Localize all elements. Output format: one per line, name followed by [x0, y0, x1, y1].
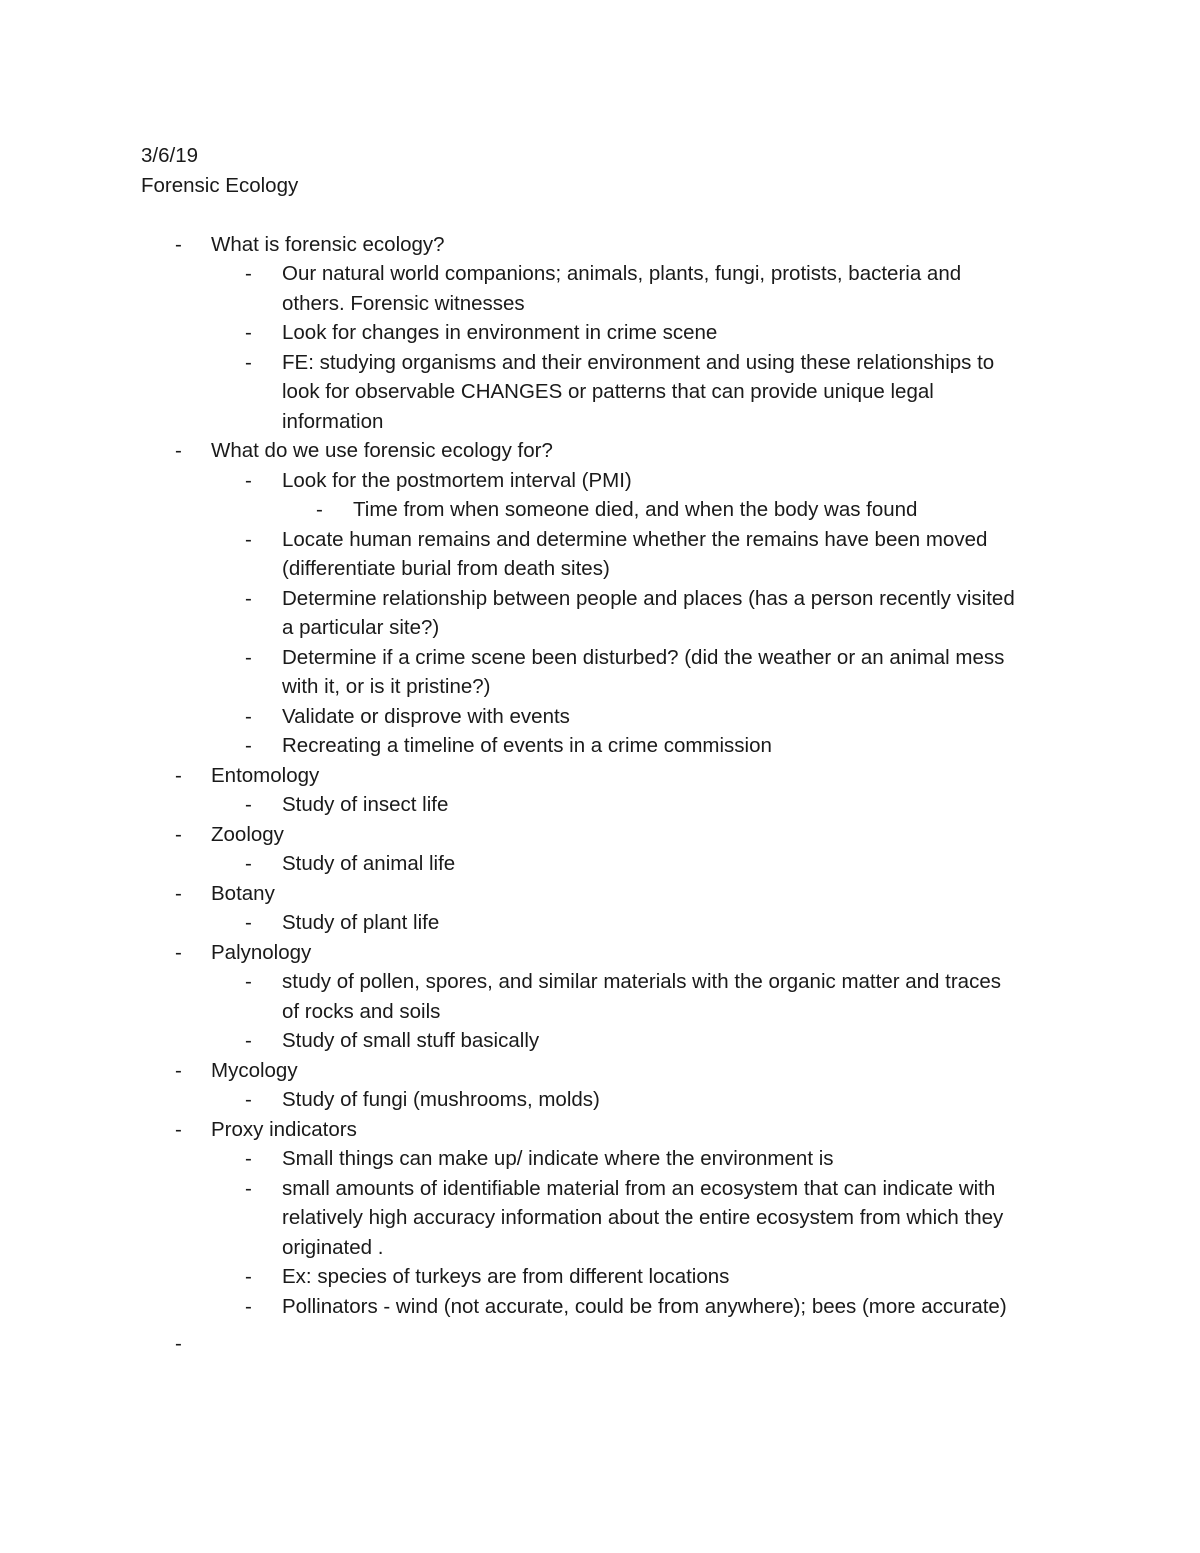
dash-bullet: - [245, 734, 252, 757]
sub-bullet-item [141, 466, 1071, 496]
sub-bullet-item [141, 348, 1071, 437]
note-date: 3/6/19 [141, 144, 198, 167]
sub-bullet-item [141, 318, 1071, 348]
note-title: Forensic Ecology [141, 173, 299, 197]
sub-bullet-text: small amounts of identifiable material from an ecosystem that can indicate with relatively high accuracy information about the entire ecosystem from which they originated . [282, 1176, 1004, 1259]
bullet-text: Mycology [211, 1058, 298, 1082]
sub-bullet-item [141, 643, 1071, 702]
sub-bullet-item [141, 731, 1071, 761]
dash-bullet: - [245, 262, 252, 285]
dash-bullet: - [175, 1332, 182, 1355]
sub-bullet-item [141, 584, 1071, 643]
sub-sub-list [141, 495, 1071, 525]
sub-bullet-text: Study of small stuff basically [282, 1029, 540, 1052]
bullet-item [141, 230, 1071, 260]
bullet-item [141, 436, 1071, 466]
sublist-container [141, 466, 1071, 761]
sub-bullet-text: Look for changes in environment in crime scene [282, 321, 718, 344]
dash-bullet: - [245, 1147, 252, 1170]
sub-bullet-item [141, 1292, 1071, 1322]
sub-bullet-item [141, 967, 1071, 1026]
bullet-text: Botany [211, 881, 275, 905]
bullet-item [141, 879, 1071, 909]
dash-bullet: - [245, 911, 252, 934]
sub-bullet-item [141, 1085, 1071, 1115]
dash-bullet: - [245, 527, 252, 551]
sub-bullet-item [141, 1262, 1071, 1292]
document-page [141, 141, 1071, 1359]
sub-bullet-text: Ex: species of turkeys are from different locations [282, 1265, 730, 1288]
sub-bullet-text: Small things can make up/ indicate where the environment is [282, 1147, 834, 1170]
sub-bullet-item [141, 849, 1071, 879]
sub-bullet-text: Recreating a timeline of events in a crime commission [282, 734, 772, 757]
bullet-item [141, 1329, 1071, 1359]
bullet-item [141, 1115, 1071, 1145]
sub-bullet-text: Look for the postmortem interval (PMI) [282, 468, 632, 492]
dash-bullet: - [245, 1088, 252, 1111]
sub-bullet-item [141, 1144, 1071, 1174]
sub-bullet-text: Our natural world companions; animals, plants, fungi, protists, bacteria and others. Forensic witnesses [282, 262, 962, 315]
sub-list [141, 790, 1071, 820]
sublist-container [141, 908, 1071, 938]
dash-bullet: - [175, 1117, 182, 1141]
sublist-container [141, 790, 1071, 820]
sub-bullet-text: Study of animal life [282, 852, 456, 875]
sub-bullet-text: Study of fungi (mushrooms, molds) [282, 1088, 600, 1111]
sub-sub-bullet-item [141, 495, 1071, 525]
dash-bullet: - [245, 970, 252, 993]
sub-bullet-text: study of pollen, spores, and similar materials with the organic matter and traces of rocks and soils [282, 970, 1001, 1023]
sub-list [141, 466, 1071, 761]
sublist-container [141, 259, 1071, 436]
dash-bullet: - [245, 1029, 252, 1052]
sub-list [141, 967, 1071, 1056]
blank-line [141, 200, 1071, 230]
sub-bullet-text: Determine if a crime scene been disturbed? (did the weather or an animal mess with it, or is it pristine?) [282, 645, 1005, 698]
sub-list [141, 1085, 1071, 1115]
dash-bullet: - [175, 940, 182, 964]
dash-bullet: - [245, 793, 252, 816]
sub-bullet-item [141, 702, 1071, 732]
dash-bullet: - [245, 1294, 252, 1318]
sub-bullet-item [141, 1026, 1071, 1056]
bullet-item [141, 761, 1071, 791]
sub-list [141, 908, 1071, 938]
sub-bullet-text: FE: studying organisms and their environment and using these relationships to look for observable CHANGES or patterns that can provide unique legal information [282, 350, 995, 433]
bullet-text: What is forensic ecology? [211, 232, 445, 256]
dash-bullet: - [245, 852, 252, 875]
dash-bullet: - [245, 1265, 252, 1288]
dash-bullet: - [175, 822, 182, 846]
sublist-container [141, 1085, 1071, 1115]
sub-bullet-text: Study of insect life [282, 793, 449, 816]
dash-bullet: - [245, 321, 252, 344]
dash-bullet: - [245, 350, 252, 374]
bullet-text: Zoology [211, 822, 284, 846]
bullet-item [141, 938, 1071, 968]
dash-bullet: - [245, 1176, 252, 1200]
sub-list [141, 1144, 1071, 1321]
sub-bullet-item [141, 525, 1071, 584]
sublist-container [141, 495, 1071, 525]
sub-bullet-item [141, 908, 1071, 938]
dash-bullet: - [175, 763, 182, 787]
outline-list [141, 230, 1071, 1359]
dash-bullet: - [245, 704, 252, 728]
bullet-item [141, 820, 1071, 850]
sub-sub-bullet-text: Time from when someone died, and when the body was found [353, 498, 918, 521]
sub-bullet-item [141, 1174, 1071, 1263]
sub-bullet-text: Study of plant life [282, 911, 440, 934]
sub-bullet-text: Locate human remains and determine whether the remains have been moved (differentiate burial from death sites) [282, 527, 988, 580]
dash-bullet: - [245, 468, 252, 492]
sub-bullet-text: Determine relationship between people and places (has a person recently visited a particular site?) [282, 586, 1015, 639]
sub-list [141, 259, 1071, 436]
sub-bullet-item [141, 259, 1071, 318]
sublist-container [141, 967, 1071, 1056]
dash-bullet: - [175, 232, 182, 256]
bullet-text-empty [211, 1329, 1071, 1359]
dash-bullet: - [175, 1058, 182, 1082]
dash-bullet: - [175, 881, 182, 905]
sub-bullet-text: Validate or disprove with events [282, 704, 570, 728]
dash-bullet: - [316, 498, 323, 521]
bullet-text: Entomology [211, 763, 320, 787]
bullet-text: Proxy indicators [211, 1117, 357, 1141]
bullet-text: What do we use forensic ecology for? [211, 439, 553, 462]
dash-bullet: - [175, 439, 182, 462]
dash-bullet: - [245, 645, 252, 669]
dash-bullet: - [245, 586, 252, 610]
sub-bullet-text: Pollinators - wind (not accurate, could be from anywhere); bees (more accurate) [282, 1294, 1007, 1318]
sublist-container [141, 1144, 1071, 1321]
sub-list [141, 849, 1071, 879]
sub-bullet-item [141, 790, 1071, 820]
bullet-text: Palynology [211, 940, 312, 964]
sublist-container [141, 849, 1071, 879]
bullet-item [141, 1056, 1071, 1086]
